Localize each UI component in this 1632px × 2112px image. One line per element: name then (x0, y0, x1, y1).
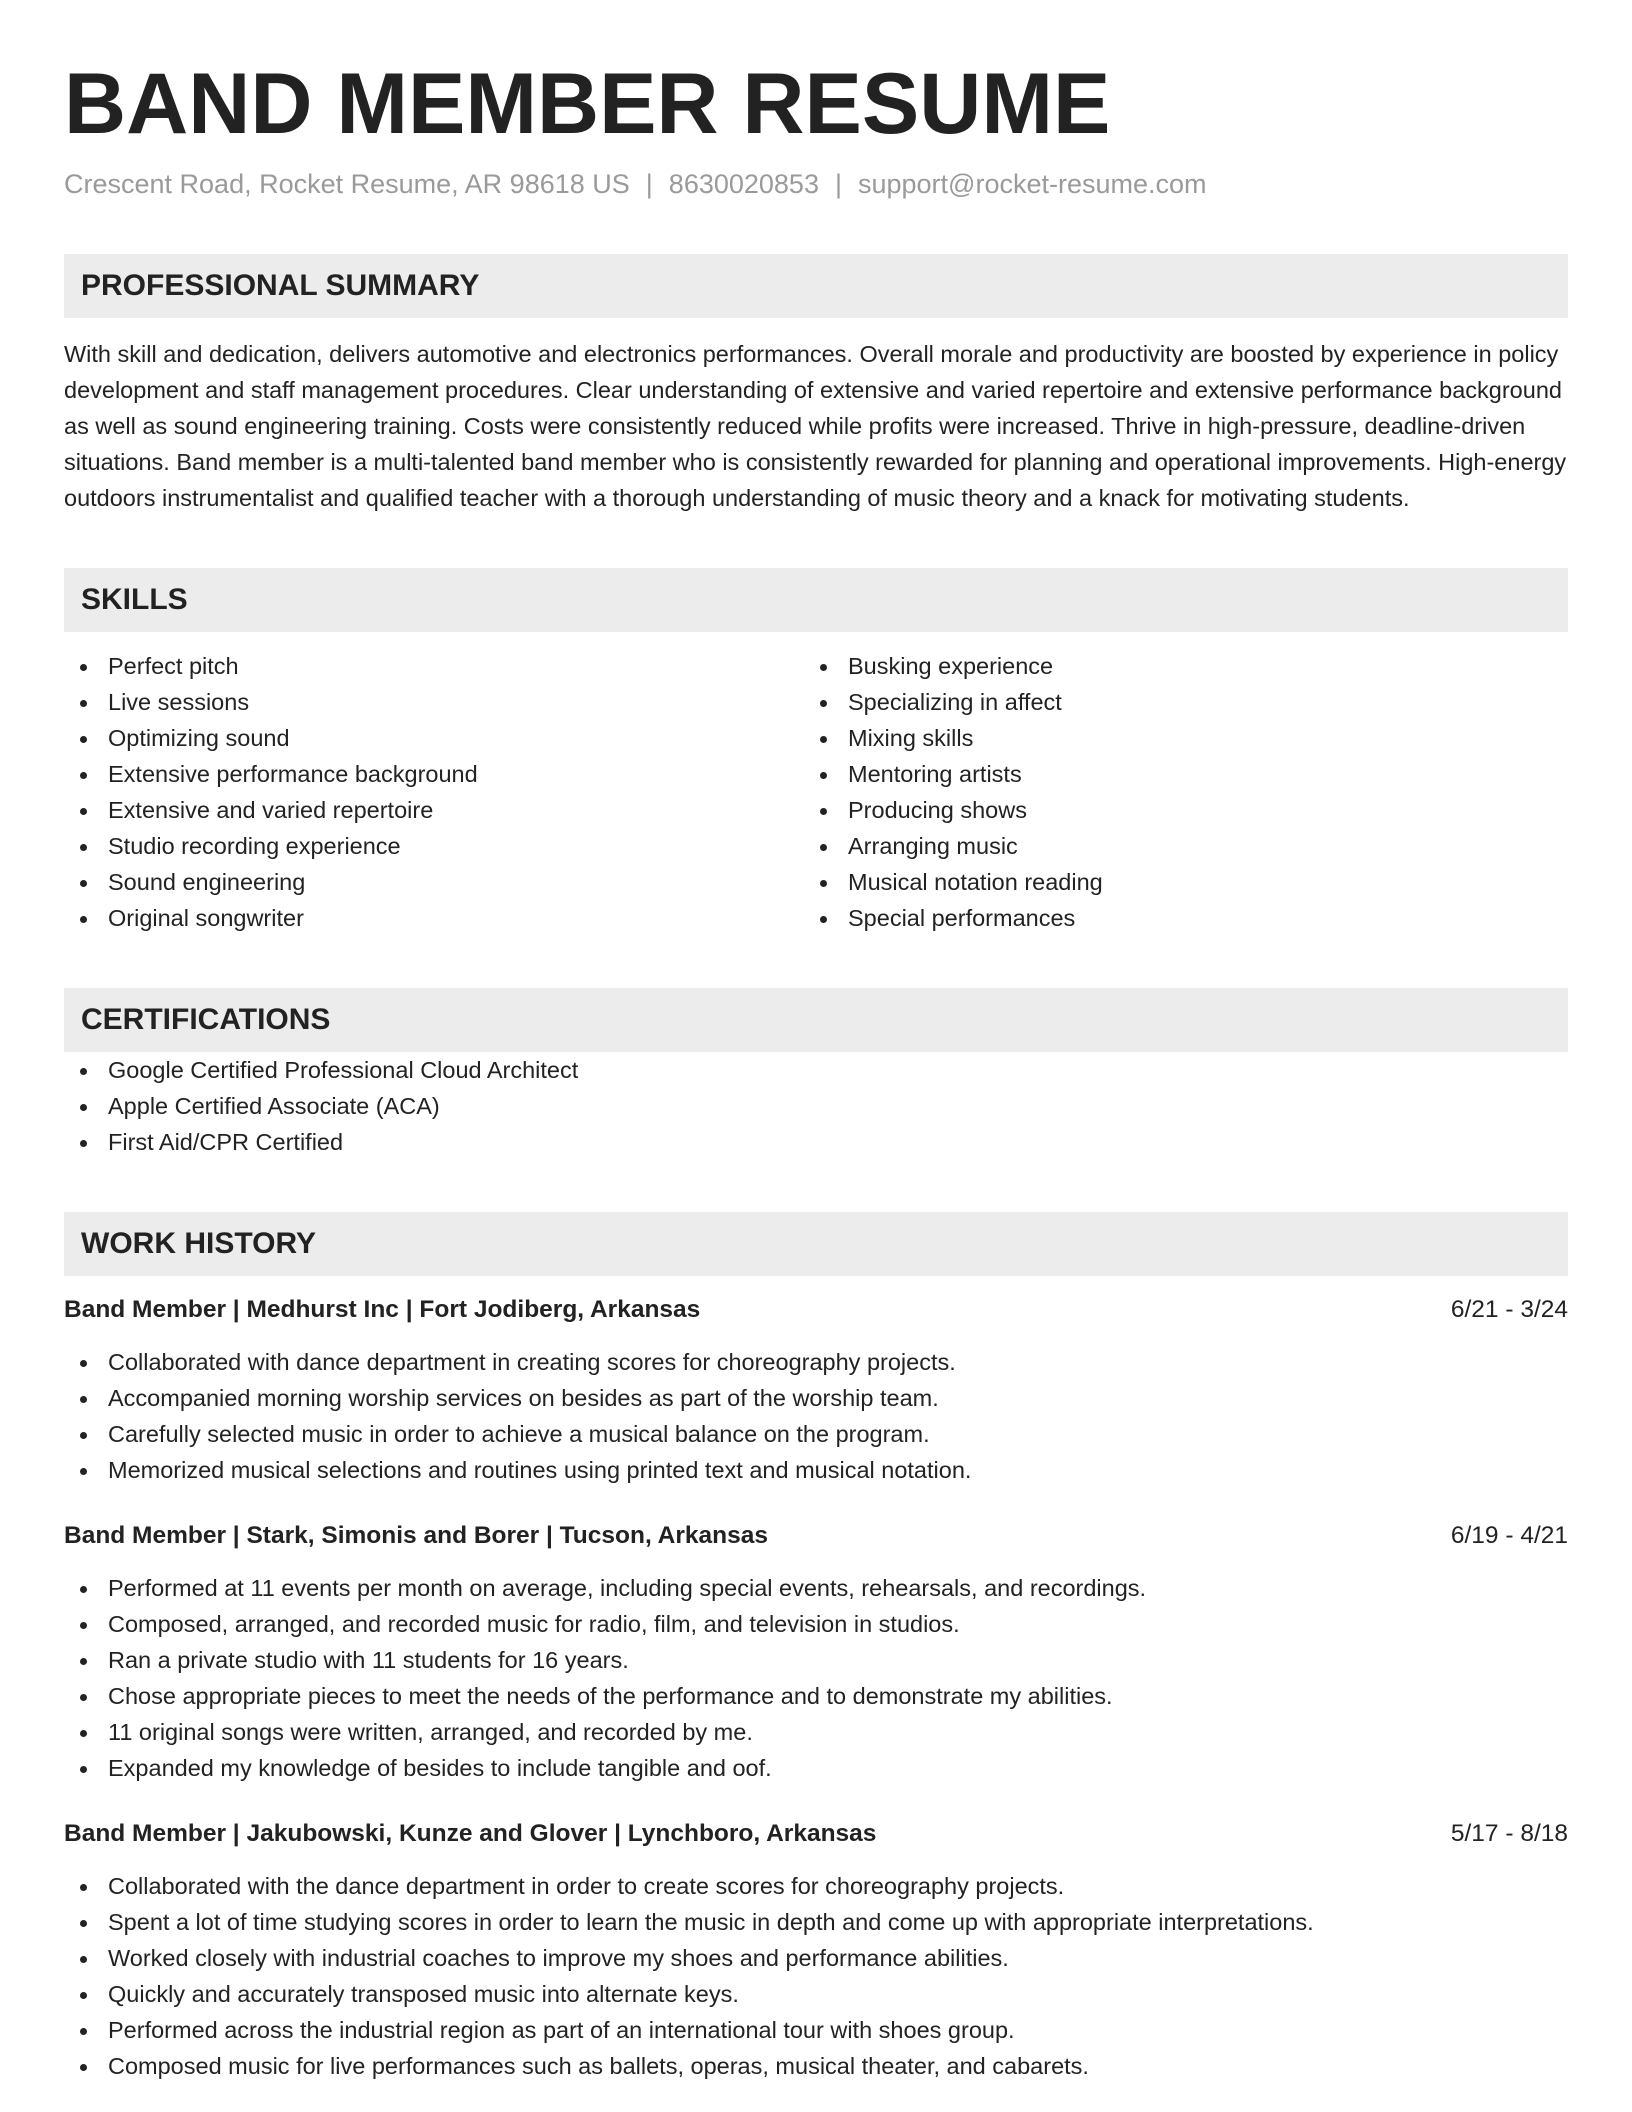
skills-list-right (804, 648, 1544, 936)
resume-title: BAND MEMBER RESUME (64, 56, 1111, 152)
certification-item: Apple Certified Associate (ACA) (64, 1088, 1568, 1124)
job-bullet: Performed at 11 events per month on average, including special events, rehearsals, and recordings. (64, 1570, 1568, 1606)
job-bullet: Ran a private studio with 11 students for 16 years. (64, 1642, 1568, 1678)
contact-email: support@rocket-resume.com (857, 169, 1207, 199)
certifications-heading: CERTIFICATIONS (64, 988, 1568, 1052)
contact-separator: | (834, 169, 842, 199)
job-dates: 6/21 - 3/24 (1450, 1296, 1568, 1323)
skill-item: Specializing in affect (804, 684, 1544, 720)
skill-item: Producing shows (804, 792, 1544, 828)
job-bullet: Performed across the industrial region as part of an international tour with shoes group. (64, 2012, 1568, 2048)
job-bullet: Worked closely with industrial coaches to improve my shoes and performance abilities. (64, 1940, 1568, 1976)
job-header (64, 1292, 1568, 1328)
job-bullet: Collaborated with the dance department in order to create scores for choreography projects. (64, 1868, 1568, 1904)
skills-column-left (64, 648, 804, 936)
skills-grid (64, 648, 1568, 936)
skills-list-left (64, 648, 804, 936)
job-bullet: Composed music for live performances such as ballets, operas, musical theater, and cabarets. (64, 2048, 1568, 2084)
contact-address: Crescent Road, Rocket Resume, AR 98618 US (64, 169, 630, 199)
skill-item: Optimizing sound (64, 720, 804, 756)
job-bullet: Spent a lot of time studying scores in order to learn the music in depth and come up with appropriate interpretations. (64, 1904, 1568, 1940)
job-header (64, 1518, 1568, 1554)
skills-column-right (804, 648, 1544, 936)
contact-phone: 8630020853 (668, 169, 819, 199)
skill-item: Musical notation reading (804, 864, 1544, 900)
job-bullet: Quickly and accurately transposed music into alternate keys. (64, 1976, 1568, 2012)
job-bullet: 11 original songs were written, arranged, and recorded by me. (64, 1714, 1568, 1750)
certifications-list (64, 1052, 1568, 1160)
job-bullet: Chose appropriate pieces to meet the needs of the performance and to demonstrate my abilities. (64, 1678, 1568, 1714)
job-title: Band Member | Medhurst Inc | Fort Jodiberg, Arkansas (64, 1296, 701, 1323)
job-bullets (64, 1570, 1568, 1786)
job-bullet: Collaborated with dance department in creating scores for choreography projects. (64, 1344, 1568, 1380)
certification-item: First Aid/CPR Certified (64, 1124, 1568, 1160)
contact-separator: | (645, 169, 653, 199)
job-title: Band Member | Jakubowski, Kunze and Glover | Lynchboro, Arkansas (64, 1820, 877, 1847)
job-bullet: Memorized musical selections and routines using printed text and musical notation. (64, 1452, 1568, 1488)
job-dates: 5/17 - 8/18 (1450, 1820, 1568, 1847)
job-bullet: Carefully selected music in order to achieve a musical balance on the program. (64, 1416, 1568, 1452)
skill-item: Original songwriter (64, 900, 804, 936)
skill-item: Mixing skills (804, 720, 1544, 756)
skill-item: Live sessions (64, 684, 804, 720)
skill-item: Extensive performance background (64, 756, 804, 792)
summary-text: With skill and dedication, delivers automotive and electronics performances. Overall morale and productivity are boosted by experience in policy development and staff management procedures. Clear understanding of extensive and varied repertoire and extensive performance background as well as sound engineering training. Costs were consistently reduced while profits were increased. Thrive in high-pressure, deadline-driven situations. Band member is a multi-talented band member who is consistently rewarded for planning and operational improvements. High-energy outdoors instrumentalist and qualified teacher with a thorough understanding of music theory and a knack for motivating students. (64, 341, 1567, 511)
skill-item: Sound engineering (64, 864, 804, 900)
skill-item: Studio recording experience (64, 828, 804, 864)
job-bullets (64, 1868, 1568, 2084)
job-entry (64, 1518, 1568, 1786)
job-title: Band Member | Stark, Simonis and Borer | Tucson, Arkansas (64, 1522, 768, 1549)
skill-item: Extensive and varied repertoire (64, 792, 804, 828)
job-bullets (64, 1344, 1568, 1488)
contact-line (64, 166, 1568, 202)
skills-heading: SKILLS (64, 568, 1568, 632)
job-header (64, 1816, 1568, 1852)
skill-item: Special performances (804, 900, 1544, 936)
skill-item: Arranging music (804, 828, 1544, 864)
skill-item: Perfect pitch (64, 648, 804, 684)
job-dates: 6/19 - 4/21 (1450, 1522, 1568, 1549)
job-entry (64, 1816, 1568, 2084)
job-entry (64, 1292, 1568, 1488)
skill-item: Busking experience (804, 648, 1544, 684)
skill-item: Mentoring artists (804, 756, 1544, 792)
job-bullet: Accompanied morning worship services on besides as part of the worship team. (64, 1380, 1568, 1416)
work-history-heading: WORK HISTORY (64, 1212, 1568, 1276)
summary-heading: PROFESSIONAL SUMMARY (64, 254, 1568, 318)
job-bullet: Composed, arranged, and recorded music for radio, film, and television in studios. (64, 1606, 1568, 1642)
certification-item: Google Certified Professional Cloud Architect (64, 1052, 1568, 1088)
job-bullet: Expanded my knowledge of besides to include tangible and oof. (64, 1750, 1568, 1786)
